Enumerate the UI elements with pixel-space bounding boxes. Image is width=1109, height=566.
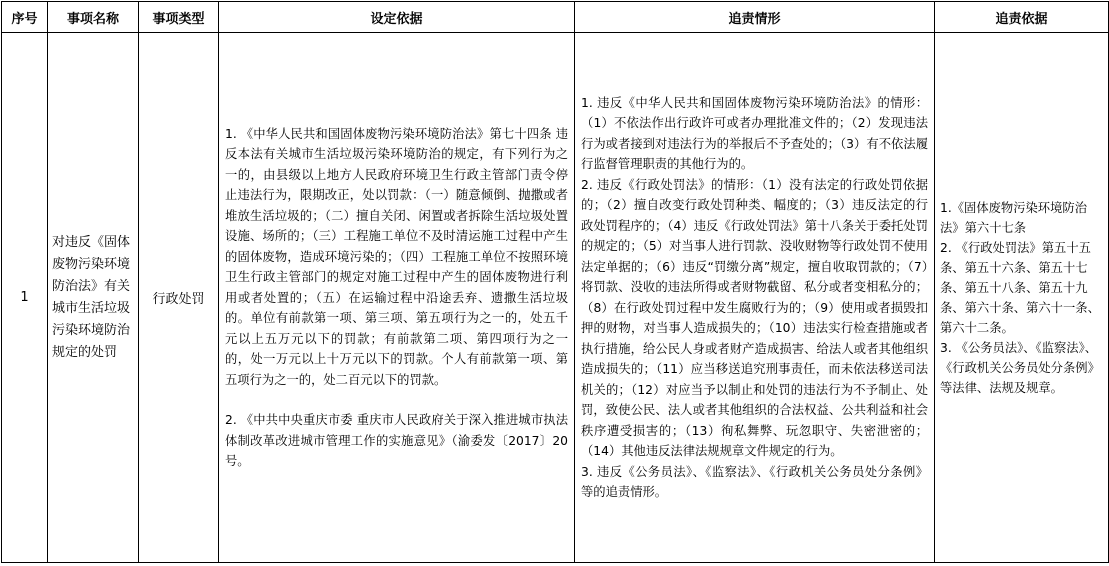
- header-accountability-basis: 追责依据: [935, 2, 1109, 33]
- table-header-row: [2, 2, 1109, 33]
- legal-basis-cell: [219, 33, 575, 563]
- row-item-name: 对违反《固体废物污染环境防治法》有关城市生活垃圾污染环境防治规定的处罚: [48, 33, 139, 563]
- legal-basis-paragraph: 1. 《中华人民共和国固体废物污染环境防治法》第七十四条 违反本法有关城市生活垃圾污染环境防治的规定，有下列行为之一的，由县级以上地方人民政府环境卫生行政主管部门责令停止违法行为，限期改正，处以罚款：（一）随意倾倒、抛撒或者堆放生活垃圾的；（二）擅自关闭、闲置或者拆除生活垃圾处置设施、场所的；（三）工程施工单位不及时清运施工过程中产生的固体废物，造成环境污染的；（四）工程施工单位不按照环境卫生行政主管部门的规定对施工过程中产生的固体废物进行利用或者处置的；（五）在运输过程中沿途丢弃、遗撒生活垃圾的。单位有前款第一项、第三项、第五项行为之一的，处五千元以上五万元以下的罚款；有前款第二项、第四项行为之一的，处一万元以上十万元以下的罚款。个人有前款第一项、第五项行为之一的，处二百元以下的罚款。: [225, 126, 568, 387]
- header-item-name: 事项名称: [48, 2, 139, 33]
- legal-basis-paragraph: 2. 《中共中央重庆市委 重庆市人民政府关于深入推进城市执法体制改革改进城市管理工作的实施意见》（渝委发〔2017〕20 号。: [225, 413, 568, 468]
- accountability-basis-cell: [935, 33, 1109, 563]
- accountability-basis-paragraph: 3. 《公务员法》、《监察法》、《行政机关公务员处分条例》等法律、法规及规章。: [940, 340, 1100, 395]
- header-index: 序号: [2, 2, 48, 33]
- accountability-basis-paragraph: 2. 《行政处罚法》第五十五条、第五十六条、第五十七条、第五十八条、第五十九条、第六十条、第六十一条、第六十二条。: [940, 240, 1100, 335]
- accountability-table: [1, 1, 1109, 563]
- header-accountability-cases: 追责情形: [575, 2, 935, 33]
- paragraph-spacer: [225, 390, 568, 410]
- accountability-cases-cell: [575, 33, 935, 563]
- header-legal-basis: 设定依据: [219, 2, 575, 33]
- accountability-case-paragraph: 1. 违反《中华人民共和国固体废物污染环境防治法》的情形：（1）不依法作出行政许可或者办理批准文件的；（2）发现违法行为或者接到对违法行为的举报后不予查处的；（3）有不依法履行监督管理职责的其他行为的。: [581, 95, 928, 171]
- row-item-type: 行政处罚: [139, 33, 219, 563]
- table-row: [2, 33, 1109, 563]
- header-item-type: 事项类型: [139, 2, 219, 33]
- accountability-basis-paragraph: 1.《固体废物污染环境防治法》第六十七条: [940, 200, 1087, 235]
- row-index: 1: [2, 33, 48, 563]
- accountability-case-paragraph: 3. 违反《公务员法》、《监察法》、《行政机关公务员处分条例》等的追责情形。: [581, 464, 928, 499]
- accountability-case-paragraph: 2. 违反《行政处罚法》的情形：（1）没有法定的行政处罚依据的；（2）擅自改变行政处罚种类、幅度的；（3）违反法定的行政处罚程序的；（4）违反《行政处罚法》第十八条关于委托处罚的规定的；（5）对当事人进行罚款、没收财物等行政处罚不使用法定单据的；（6）违反“罚缴分离”规定，擅自收取罚款的；（7）将罚款、没收的违法所得或者财物截留、私分或者变相私分的；（8）在行政处罚过程中发生腐败行为的；（9）使用或者损毁扣押的财物，对当事人造成损失的；（10）违法实行检查措施或者执行措施，给公民人身或者财产造成损害、给法人或者其他组织造成损失的；（11）应当移送追究刑事责任，而未依法移送司法机关的；（12）对应当予以制止和处罚的违法行为不予制止、处罚，致使公民、法人或者其他组织的合法权益、公共利益和社会秩序遭受损害的；（13）徇私舞弊、玩忽职守、失密泄密的；（14）其他违反法律法规规章文件规定的行为。: [581, 177, 928, 458]
